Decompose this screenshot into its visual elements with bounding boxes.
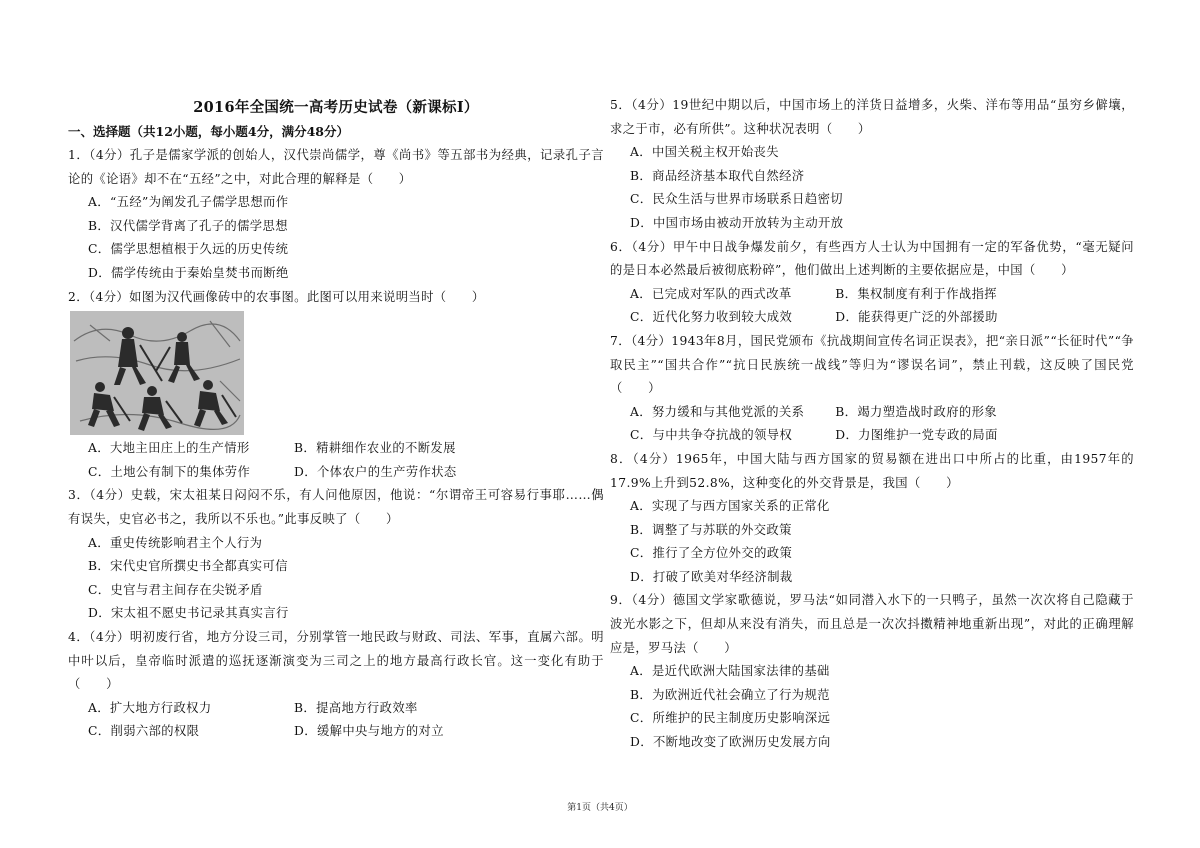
section-heading: 一、选择题（共12小题，每小题4分，满分48分） (68, 124, 349, 139)
option-c: C．民众生活与世界市场联系日趋密切 (630, 192, 843, 207)
options-row-ab (610, 283, 1134, 307)
question-2 (68, 286, 604, 485)
option-b: B．商品经济基本取代自然经济 (630, 168, 805, 183)
option-b: B．竭力塑造战时政府的形象 (835, 404, 997, 419)
option-d: D．打破了欧美对华经济制裁 (630, 569, 793, 584)
options-row-cd (610, 306, 1134, 330)
options-row-cd (68, 461, 604, 485)
option-c: C．儒学思想植根于久远的历史传统 (88, 242, 289, 257)
question-3 (68, 484, 604, 626)
option-c: C．与中共争夺抗战的领导权 (630, 428, 793, 443)
option-a: A．扩大地方行政权力 (88, 700, 212, 715)
option-d: D．缓解中央与地方的对立 (294, 724, 444, 739)
option-c: C．史官与君主间存在尖锐矛盾 (88, 582, 263, 597)
option-b: B．汉代儒学背离了孔子的儒学思想 (88, 218, 288, 233)
option-d: D．能获得更广泛的外部援助 (835, 310, 998, 325)
options-row-ab (68, 697, 604, 721)
question-text: 7．（4分）1943年8月，国民党颁布《抗战期间宣传名词正误表》，把“亲日派”“长征时代”“争取民主”“国共合作”“抗日民族统一战线”等归为“谬误名词”，禁止刊载，这反映了国民党（ ） (610, 333, 1134, 396)
option-a: A．努力缓和与其他党派的关系 (630, 404, 805, 419)
option-d: D．宋太祖不愿史书记录其真实言行 (88, 606, 289, 621)
option-c: C．削弱六部的权限 (88, 724, 200, 739)
option-d: D．力图维护一党专政的局面 (835, 428, 998, 443)
option-d: D．不断地改变了欧洲历史发展方向 (630, 735, 831, 750)
question-text: 2．（4分）如图为汉代画像砖中的农事图。此图可以用来说明当时（ ） (68, 289, 485, 304)
option-a: A．大地主田庄上的生产情形 (88, 441, 250, 456)
option-b: B．为欧洲近代社会确立了行为规范 (630, 687, 830, 702)
option-c: C．土地公有制下的集体劳作 (88, 464, 251, 479)
option-a: A．实现了与西方国家关系的正常化 (630, 499, 830, 514)
options-row-ab (68, 437, 604, 461)
option-b: B．提高地方行政效率 (294, 700, 418, 715)
question-8 (610, 448, 1134, 590)
options-row-cd (610, 424, 1134, 448)
question-5 (610, 94, 1134, 236)
option-a: A．重史传统影响君主个人行为 (88, 535, 263, 550)
han-farming-relief-image (70, 311, 244, 435)
option-a: A．“五经”为阐发孔子儒学思想而作 (88, 195, 289, 210)
option-d: D．儒学传统由于秦始皇焚书而断绝 (88, 265, 289, 280)
option-a: A．中国关税主权开始丧失 (630, 145, 779, 160)
option-b: B．调整了与苏联的外交政策 (630, 522, 792, 537)
question-text: 3．（4分）史载，宋太祖某日闷闷不乐，有人问他原因，他说：“尔谓帝王可容易行事耶……偶有误失，史官必书之，我所以不乐也。”此事反映了（ ） (68, 488, 604, 526)
question-9 (610, 589, 1134, 754)
options-row-cd (68, 720, 604, 744)
question-text: 6．（4分）甲午中日战争爆发前夕，有些西方人士认为中国拥有一定的军备优势，“毫无疑问的是日本必然最后被彻底粉碎”，他们做出上述判断的主要依据应是，中国（ ） (610, 239, 1134, 278)
option-d: D．中国市场由被动开放转为主动开放 (630, 215, 844, 230)
question-text: 4．（4分）明初废行省，地方分设三司，分别掌管一地民政与财政、司法、军事，直属六部。明中叶以后，皇帝临时派遣的巡抚逐渐演变为三司之上的地方最高行政长官。这一变化有助于（ ） (68, 629, 604, 692)
exam-title: 2016年全国统一高考历史试卷（新课标Ⅰ） (193, 99, 479, 116)
question-1 (68, 144, 604, 286)
question-7 (610, 330, 1134, 448)
option-d: D．个体农户的生产劳作状态 (294, 464, 457, 479)
option-b: B．宋代史官所撰史书全都真实可信 (88, 559, 288, 574)
option-a: A．已完成对军队的西式改革 (630, 286, 792, 301)
question-text: 5．（4分）19世纪中期以后，中国市场上的洋货日益增多，火柴、洋布等用品“虽穷乡僻壤，求之于市，必有所供”。这种状况表明（ ） (610, 98, 1134, 136)
option-c: C．推行了全方位外交的政策 (630, 546, 793, 561)
page-number-footer: 第1页（共4页） (567, 803, 633, 813)
option-b: B．集权制度有利于作战指挥 (835, 286, 997, 301)
left-column (68, 94, 604, 744)
option-c: C．近代化努力收到较大成效 (630, 310, 793, 325)
question-6 (610, 236, 1134, 330)
option-c: C．所维护的民主制度历史影响深远 (630, 711, 831, 726)
option-a: A．是近代欧洲大陆国家法律的基础 (630, 664, 830, 679)
options-row-ab (610, 401, 1134, 425)
question-text: 1．（4分）孔子是儒家学派的创始人，汉代崇尚儒学，尊《尚书》等五部书为经典，记录孔子言论的《论语》却不在“五经”之中，对此合理的解释是（ ） (68, 148, 604, 186)
question-text: 8．（4分）1965年，中国大陆与西方国家的贸易额在进出口中所占的比重，由1957年的17.9%上升到52.8%，这种变化的外交背景是，我国（ ） (610, 451, 1134, 490)
question-4 (68, 626, 604, 744)
option-b: B．精耕细作农业的不断发展 (294, 441, 456, 456)
farming-scene-illustration (70, 311, 244, 435)
right-column (610, 94, 1134, 755)
question-text: 9．（4分）德国文学家歌德说，罗马法“如同潜入水下的一只鸭子，虽然一次次将自己隐藏于波光水影之下，但却从来没有消失，而且总是一次次抖擞精神地重新出现”，对此的正确理解应是，罗马法（ ） (610, 593, 1134, 655)
